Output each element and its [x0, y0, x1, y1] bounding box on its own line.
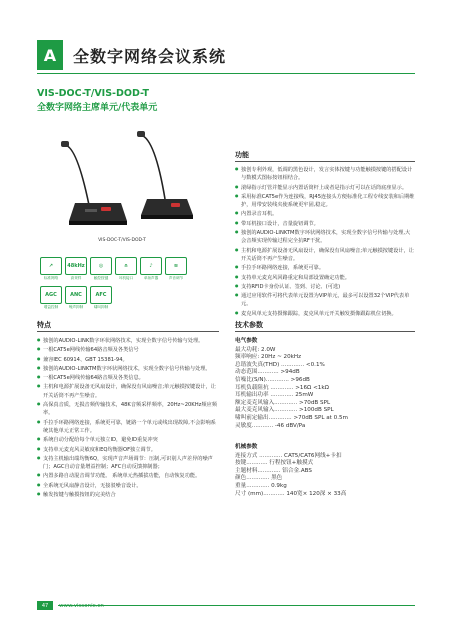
feature-icon-speaker: ♪ 单扬声器 — [140, 257, 162, 281]
list-item: ● 支持单元麦克风回路重定和局部设置确定功能。 — [235, 273, 415, 282]
spec-row: 动态范围............ >94dB — [235, 369, 300, 376]
list-item: ● 独创的AUDIO-LINKTM数字环状网络技术，实现全数字信号传输与处理。 — [37, 364, 219, 373]
list-item: ● 支持单元麦克风灵敏度和EQ均衡器OF独立调节。 — [37, 445, 219, 454]
list-item: ● 采用标准CAT5e作为连接线，RJ45连接头方便标准化工程专线安装和后期维护，用带安装线夹使系统更牢固,稳定。 — [235, 192, 415, 210]
spec-row: 最大功耗: 2.0W — [235, 346, 276, 353]
page-header — [37, 40, 226, 70]
spec-row: 耳机负载阻抗 ............. >16Ω <1kΩ — [235, 384, 329, 391]
list-item: ● 手拉手环路网络连接，系统更可靠。 — [235, 263, 415, 272]
list-item: ● 滚绿指示灯管并能显示内置话筒杆上或者是指示灯可以在话筒底座显示。 — [235, 183, 415, 192]
footer-divider — [58, 605, 415, 606]
list-item: ● 独创的AUDIO-LINKTM数字环状网络技术，实现全数字信号传输与处理,大会音频实现传输过程完全抗RF干扰。 — [235, 228, 415, 246]
list-item: ● 带耳机接口设计，音量旋钮调节。 — [235, 219, 415, 228]
spec-row: 最大麦克风输入............. >100dB SPL — [235, 407, 334, 414]
product-caption: VIS-DOC-T/VIS-DOD-T — [98, 238, 146, 243]
product-subtitle: 全数字网络主席单元/代表单元 — [37, 103, 158, 113]
list-item: ● 兼容IEC 60914、GBT 15381-94。 — [37, 355, 219, 364]
spec-row: 信噪比(S/N)............. >96dB — [235, 376, 310, 383]
feature-icon-network: ↗ 标准网络 — [40, 257, 62, 281]
chairman-unit-image — [61, 141, 127, 225]
anc-icon: ANC — [65, 286, 87, 304]
list-item: ● 主机和电源扩展设备无风扇设计，确保没有风扇噪音;单元触摸按键设计，让开关话筒不再产生噪音。 — [235, 246, 415, 264]
list-item: ● 手拉手环路网络连接，系统更可靠，链路一个单元或线出现故障,不会影响系统其他单元正常工作。 — [37, 418, 219, 436]
feature-icon-voice: ≋ 声音调节 — [165, 257, 187, 281]
product-model: VIS-DOC-T/VIS-DOD-T — [37, 88, 150, 99]
page-title: 全数字网络会议系统 — [73, 46, 227, 66]
list-item: ● 系统自动分配给每个单元独立ID，避免ID重复冲突 — [37, 435, 219, 444]
feature-icon-touch: ◎ 触控按键 — [90, 257, 112, 281]
list-item: ● 独创的AUDIO-LINK数字环状网络技术，实现全数字信号传输与处理。 — [37, 336, 219, 345]
spec-row: 灵敏度............ -46 dBV/Pa — [235, 422, 306, 429]
agc-icon: AGC — [40, 286, 62, 304]
list-item: ● 一根CAT5e网线传输64路音频及各类信号 — [37, 345, 219, 354]
spec-row: 啸叫前定输出............. >70dB SPL at 0.5m — [235, 414, 348, 421]
mechanical-specs-heading: 机械参数 — [235, 444, 258, 450]
spec-row: 主题材料............. 铝合金.ABS — [235, 467, 312, 474]
functions-list — [235, 165, 415, 318]
functions-divider — [235, 161, 415, 162]
spec-row: 颜色............. 黑色 — [235, 475, 283, 482]
spec-row: 额定麦克风输入............. >70dB SPL — [235, 399, 331, 406]
list-item: ● 支持RFID卡身份认证、签到、讨论、(可选) — [235, 282, 415, 291]
list-item: ● 主机和电源扩展设备无风扇设计，确保没有风扇噪音;单元触摸按键设计，让开关话筒不再产生噪音。 — [37, 382, 219, 400]
list-item: ● 一根CAT5e网线传输64路音频及各类信息。 — [37, 373, 219, 382]
list-item: ● 高保真音质，无损音频传输技术，48K音频采样频率，20Hz~20KHz频应频率。 — [37, 400, 219, 418]
list-item: ● 内置录音耳机。 — [235, 209, 415, 218]
spec-row: 总谐波失真(THD) ............. <0.1% — [235, 361, 325, 368]
functions-heading: 功能 — [235, 151, 249, 159]
features-list — [37, 336, 219, 499]
mechanical-specs — [235, 444, 415, 498]
feature-icon-agc: AGC 增益控制 — [40, 286, 62, 310]
feature-icon-afc: AFC 啸叫抑制 — [90, 286, 112, 310]
list-item: ● 通过应用软件可将代表单元设置为VIP单元，最多可以设置32个VIP代表单元。 — [235, 291, 415, 309]
list-item: ● 支持主机输出端均衡6Q，实现声音声场调节：压制,可识别人声差异的噪声门；AGC自动音量增益控制；AFC自动反馈抑制器； — [37, 454, 219, 472]
product-image — [37, 125, 207, 235]
specs-heading: 技术参数 — [235, 321, 263, 329]
spec-row: 耳机输出功率 ............. 25mW — [235, 392, 314, 399]
features-divider — [37, 331, 219, 332]
list-item: ● 独创专利外观，低调的黑色设计，发言实体按键与功能触摸按键的搭配设计与数模式图标按钮相结合。 — [235, 165, 415, 183]
afc-icon: AFC — [90, 286, 112, 304]
electrical-specs — [235, 338, 415, 430]
list-item: ● 全系统无风扇静音设计，无接驳噪音设计。 — [37, 481, 219, 490]
list-item: ● 麦克风单元支持摄像跟踪，麦克风单元开关触发摄像跟踪机位切换。 — [235, 309, 415, 318]
feature-icon-sample-rate: 48kHz 高采样 — [65, 257, 87, 281]
spec-row: 频率响应: 20Hz ~ 20kHz — [235, 354, 302, 361]
page-number: 47 — [37, 601, 53, 610]
specs-divider — [235, 331, 415, 332]
headphone-icon: ∩ — [115, 257, 137, 275]
list-item: ● 内置多路自动混音调节功能。 系统单元热插拔功能，自动恢复功能。 — [37, 471, 219, 480]
features-heading: 特点 — [37, 321, 51, 329]
voice-icon: ≋ — [165, 257, 187, 275]
spec-row: 按键............ 行程按钮+触摸式 — [235, 460, 314, 467]
speaker-icon: ♪ — [140, 257, 162, 275]
section-letter-badge: A — [37, 40, 63, 70]
list-item: ● 触发按键与触摸按钮的完美结合 — [37, 490, 219, 499]
feature-icons — [40, 257, 210, 315]
arrow-icon: ↗ — [40, 257, 62, 275]
header-divider — [37, 73, 415, 74]
sample-rate-icon: 48kHz — [65, 257, 87, 275]
delegate-unit-image — [137, 131, 193, 219]
feature-icon-anc: ANC 噪声抑制 — [65, 286, 87, 310]
spec-row: 尺寸 (mm)............ 140宽× 120深 × 33高 — [235, 490, 347, 497]
spec-row: 重量............. 0.9kg — [235, 482, 287, 489]
feature-icon-headphone: ∩ 耳机接口 — [115, 257, 137, 281]
light-ring-icon: ◎ — [90, 257, 112, 275]
spec-row: 连接方式 ............. CAT5/CAT6网线+卡扣 — [235, 452, 342, 459]
electrical-specs-heading: 电气参数 — [235, 338, 258, 344]
